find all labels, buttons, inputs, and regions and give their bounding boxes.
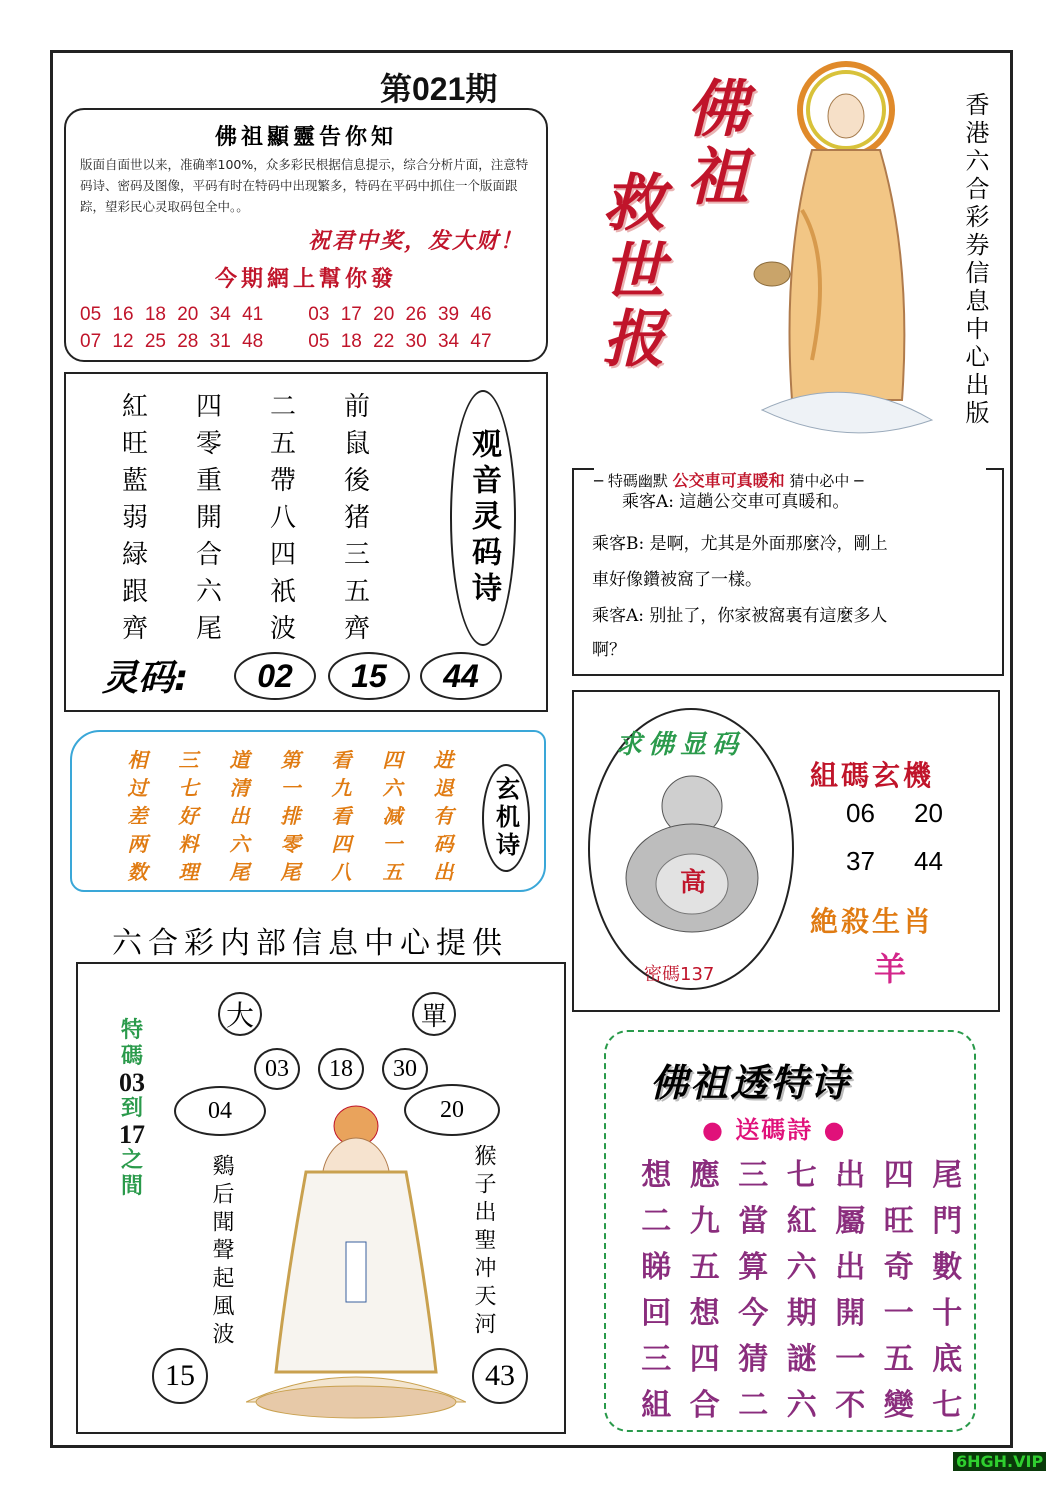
guanyin-poem-char: 緑 bbox=[121, 540, 148, 570]
xuanji-poem-char: 三 bbox=[178, 748, 199, 772]
publisher-text: 香港六合彩券信息中心出版 bbox=[961, 92, 989, 428]
guanyin-poem-char: 四 bbox=[195, 392, 222, 422]
verse-char: 想 bbox=[641, 1158, 672, 1193]
xuanji-title-oval bbox=[482, 764, 530, 872]
guanyin-poem-char: 合 bbox=[195, 540, 222, 570]
verse-char: 四 bbox=[883, 1158, 914, 1193]
verse-char: 十 bbox=[932, 1296, 963, 1331]
verse-char: 底 bbox=[932, 1342, 963, 1377]
xuanji-poem-char: 一 bbox=[382, 832, 403, 856]
ling-code-label: 灵码: bbox=[102, 658, 189, 699]
tema-range-char: 03 bbox=[119, 1068, 145, 1097]
verse-subtitle-wrap: ● 送碼詩 ● bbox=[702, 1116, 847, 1144]
guanyin-poem-char: 三 bbox=[343, 540, 370, 570]
guanyin-poem-title: 观音灵码诗 bbox=[466, 428, 501, 608]
verse-char: 一 bbox=[835, 1342, 866, 1377]
guanyin-poem-char: 弱 bbox=[121, 503, 148, 533]
joke-line: 車好像鑽被窩了一樣。 bbox=[592, 570, 762, 590]
guanyin-code-box bbox=[76, 962, 566, 1434]
verse-char: 三 bbox=[641, 1342, 672, 1377]
guanyin-poem-char: 鼠 bbox=[343, 429, 370, 459]
notice-help-title: 今期網上幫你發 bbox=[214, 267, 397, 292]
top-code: 30 bbox=[382, 1048, 428, 1090]
verse-char: 紅 bbox=[786, 1204, 817, 1239]
joke-header-title: 公交車可真暖和 bbox=[672, 471, 785, 490]
guanyin-poem-char: 旺 bbox=[121, 429, 148, 459]
verse-char: 五 bbox=[883, 1342, 914, 1377]
issue-number: 第021期 bbox=[380, 71, 498, 107]
verse-char: 四 bbox=[689, 1342, 720, 1377]
notice-wish: 祝君中奖，发大财！ bbox=[307, 229, 524, 254]
kill-animal: 羊 bbox=[874, 950, 907, 988]
verse-char: 六 bbox=[786, 1250, 817, 1285]
xuanji-poem-char: 清 bbox=[229, 776, 250, 800]
guanyin-poem-char: 四 bbox=[269, 540, 296, 570]
tema-range bbox=[114, 1018, 150, 1200]
verse-char: 猜 bbox=[738, 1342, 769, 1377]
verse-char: 回 bbox=[641, 1296, 672, 1331]
guanyin-poem-char: 跟 bbox=[121, 577, 148, 607]
guanyin-poem-char: 八 bbox=[269, 503, 296, 533]
tema-range-char: 碼 bbox=[120, 1044, 143, 1069]
tema-range-char: 之 bbox=[120, 1148, 143, 1173]
tema-range-char: 17 bbox=[119, 1120, 145, 1149]
verse-char: 數 bbox=[932, 1250, 963, 1285]
verse-char: 旺 bbox=[883, 1204, 914, 1239]
verse-char: 合 bbox=[689, 1388, 720, 1423]
verse-char: 出 bbox=[835, 1250, 866, 1285]
xuanji-poem-char: 过 bbox=[127, 776, 148, 800]
left-code: 04 bbox=[174, 1086, 266, 1136]
verse-char: 七 bbox=[786, 1158, 817, 1193]
joke-header: ─ 特碼幽默 公交車可真暖和 猜中必中 ─ bbox=[594, 468, 986, 491]
guanyin-poem-char: 波 bbox=[269, 614, 296, 644]
verse-char: 不 bbox=[835, 1388, 866, 1423]
buddha-code-box bbox=[572, 690, 1000, 1012]
bottom-right-code: 43 bbox=[472, 1348, 528, 1404]
xuanji-poem-char: 有 bbox=[433, 804, 454, 828]
xuanji-poem-char: 减 bbox=[382, 804, 403, 828]
xuanji-poem-char: 相 bbox=[127, 748, 148, 772]
xuanji-poem-char: 码 bbox=[433, 832, 454, 856]
xuanji-poem-char: 出 bbox=[229, 804, 250, 828]
joke-header-a: 特碼幽默 bbox=[607, 472, 668, 490]
xuanji-poem-char: 进 bbox=[433, 748, 454, 772]
guanyin-poem-char: 六 bbox=[195, 577, 222, 607]
xuanji-poem-char: 差 bbox=[127, 804, 148, 828]
combo-code: 37 bbox=[846, 846, 875, 876]
buddha-center-char: 高 bbox=[680, 868, 707, 898]
title-line2: 救世报 bbox=[592, 170, 665, 374]
xuanji-poem-char: 排 bbox=[280, 804, 301, 828]
combo-code: 06 bbox=[846, 798, 875, 828]
xuanji-poem-char: 第 bbox=[280, 748, 301, 772]
xuanji-poem-char: 六 bbox=[382, 776, 403, 800]
verse-char: 變 bbox=[883, 1388, 914, 1423]
verse-char: 開 bbox=[835, 1296, 866, 1331]
xuanji-poem-char: 看 bbox=[331, 748, 352, 772]
verse-char: 七 bbox=[932, 1388, 963, 1423]
guanyin-poem-box bbox=[64, 372, 548, 712]
verse-char: 門 bbox=[932, 1204, 963, 1239]
buddha-standing-illustration bbox=[742, 60, 950, 460]
verse-char: 一 bbox=[883, 1296, 914, 1331]
xuanji-poem-char: 看 bbox=[331, 804, 352, 828]
verse-char: 出 bbox=[835, 1158, 866, 1193]
guanyin-poem-char: 前 bbox=[343, 392, 370, 422]
joke-line: 乘客B: 是啊，尤其是外面那麼冷，剛上 bbox=[592, 534, 888, 554]
size-tag: 大 bbox=[218, 992, 262, 1036]
top-code: 03 bbox=[254, 1048, 300, 1090]
xuanji-poem-char: 出 bbox=[433, 860, 454, 884]
verse-char: 奇 bbox=[883, 1250, 914, 1285]
kill-title: 絶殺生肖 bbox=[810, 905, 935, 938]
top-code: 18 bbox=[318, 1048, 364, 1090]
xuanji-poem-char: 好 bbox=[178, 804, 199, 828]
odd-tag: 單 bbox=[412, 992, 456, 1036]
verse-char: 五 bbox=[689, 1250, 720, 1285]
xuanji-poem-char: 理 bbox=[178, 860, 199, 884]
combo-code: 44 bbox=[914, 846, 943, 876]
verse-char: 今 bbox=[738, 1296, 769, 1331]
guanyin-poem-char: 紅 bbox=[121, 392, 148, 422]
xuanji-poem-char: 道 bbox=[229, 748, 250, 772]
xuanji-poem-char: 尾 bbox=[280, 860, 301, 884]
xuanji-poem-char: 八 bbox=[331, 860, 352, 884]
joke-line: 啊？ bbox=[592, 640, 626, 660]
laughing-buddha-illustration bbox=[610, 766, 776, 936]
verse-char: 算 bbox=[738, 1250, 769, 1285]
bottom-left-code: 15 bbox=[152, 1348, 208, 1404]
xuanji-poem-char: 五 bbox=[382, 860, 403, 884]
verse-char: 組 bbox=[641, 1388, 672, 1423]
xuanji-poem-char: 七 bbox=[178, 776, 199, 800]
xuanji-poem-char: 六 bbox=[229, 832, 250, 856]
tema-range-char: 到 bbox=[120, 1096, 143, 1121]
verse-char: 想 bbox=[689, 1296, 720, 1331]
provider-text: 六合彩内部信息中心提供 bbox=[112, 926, 508, 961]
verse-subtitle: 送碼詩 bbox=[735, 1116, 814, 1144]
ling-code: 15 bbox=[328, 652, 410, 700]
verse-char: 當 bbox=[738, 1204, 769, 1239]
verse-char: 九 bbox=[689, 1204, 720, 1239]
guanyin-poem-char: 猪 bbox=[343, 503, 370, 533]
guanyin-poem-char: 五 bbox=[343, 577, 370, 607]
xuanji-poem-char: 一 bbox=[280, 776, 301, 800]
verse-char: 二 bbox=[738, 1388, 769, 1423]
right-code: 20 bbox=[404, 1084, 500, 1136]
guanyin-poem-char: 零 bbox=[195, 429, 222, 459]
left-poem: 鷄后聞聲起風波 bbox=[209, 1154, 234, 1350]
guanyin-poem-char: 五 bbox=[269, 429, 296, 459]
guanyin-poem-char: 開 bbox=[195, 503, 222, 533]
guanyin-poem-char: 帶 bbox=[269, 466, 296, 496]
title-line1: 佛祖 bbox=[676, 76, 749, 212]
verse-char: 六 bbox=[786, 1388, 817, 1423]
tema-range-char: 特 bbox=[120, 1018, 143, 1043]
joke-header-c: 猜中必中 bbox=[789, 472, 850, 490]
xuanji-poem-char: 九 bbox=[331, 776, 352, 800]
notice-title: 佛祖顯靈告你知 bbox=[214, 125, 397, 150]
guanyin-poem-char: 尾 bbox=[195, 614, 222, 644]
watermark: 6HGH.VIP bbox=[953, 1452, 1046, 1471]
combo-code: 20 bbox=[914, 798, 943, 828]
verse-char: 尾 bbox=[932, 1158, 963, 1193]
secret-code: 密碼137 bbox=[644, 964, 715, 985]
xuanji-poem-char: 四 bbox=[331, 832, 352, 856]
verse-char: 謎 bbox=[786, 1342, 817, 1377]
xuanji-poem-grid bbox=[112, 744, 469, 884]
xuanji-title: 玄机诗 bbox=[491, 776, 520, 860]
guanyin-poem-grid bbox=[98, 386, 394, 645]
verse-char: 三 bbox=[738, 1158, 769, 1193]
verse-char: 二 bbox=[641, 1204, 672, 1239]
xuanji-poem-char: 退 bbox=[433, 776, 454, 800]
verse-char: 應 bbox=[689, 1158, 720, 1193]
verse-grid bbox=[632, 1150, 972, 1426]
xuanji-poem-char: 数 bbox=[127, 860, 148, 884]
verse-char: 睇 bbox=[641, 1250, 672, 1285]
right-poem: 猴子出聖冲天河 bbox=[471, 1144, 496, 1340]
guanyin-poem-char: 重 bbox=[195, 466, 222, 496]
guanyin-poem-title-oval bbox=[450, 390, 516, 646]
xuanji-poem-box bbox=[70, 730, 546, 892]
guanyin-poem-char: 祇 bbox=[269, 577, 296, 607]
guanyin-poem-char: 後 bbox=[343, 466, 370, 496]
xuanji-poem-char: 零 bbox=[280, 832, 301, 856]
xuanji-poem-char: 四 bbox=[382, 748, 403, 772]
verse-char: 期 bbox=[786, 1296, 817, 1331]
xuanji-poem-char: 两 bbox=[127, 832, 148, 856]
tema-range-char: 間 bbox=[120, 1174, 143, 1199]
buddha-oval bbox=[588, 708, 794, 990]
joke-line: 乘客A: 别扯了，你家被窩裏有這麼多人 bbox=[592, 606, 888, 626]
notice-numbers-row: 07 12 25 28 31 48 05 18 22 30 34 47 bbox=[80, 331, 492, 352]
joke-box bbox=[572, 468, 1004, 676]
notice-paragraph: 版面自面世以来，准确率100%，众多彩民根据信息提示，综合分析片面，注意特码诗、密码及图像，平码有时在特码中出现繁多，特码在平码中抓住一个版面跟踪，望彩民心灵取码包全中。。 bbox=[80, 157, 529, 214]
verse-char: 屬 bbox=[835, 1204, 866, 1239]
joke-line: 乘客A: 這趟公交車可真暖和。 bbox=[622, 492, 850, 512]
buddha-arc-title: 求佛显码 bbox=[616, 730, 745, 760]
verse-title: 佛祖透特诗 bbox=[650, 1061, 851, 1105]
xuanji-poem-char: 尾 bbox=[229, 860, 250, 884]
verse-box bbox=[604, 1030, 976, 1432]
guanyin-poem-char: 藍 bbox=[121, 466, 148, 496]
notice-numbers-row: 05 16 18 20 34 41 03 17 20 26 39 46 bbox=[80, 304, 492, 325]
ling-code: 44 bbox=[420, 652, 502, 700]
combo-title: 組碼玄機 bbox=[810, 759, 935, 792]
guanyin-poem-char: 二 bbox=[269, 392, 296, 422]
guanyin-seated-illustration bbox=[246, 1102, 466, 1422]
ling-code: 02 bbox=[234, 652, 316, 700]
guanyin-poem-char: 齊 bbox=[343, 614, 370, 644]
notice-box bbox=[64, 108, 548, 362]
guanyin-poem-char: 齊 bbox=[121, 614, 148, 644]
xuanji-poem-char: 料 bbox=[178, 832, 199, 856]
